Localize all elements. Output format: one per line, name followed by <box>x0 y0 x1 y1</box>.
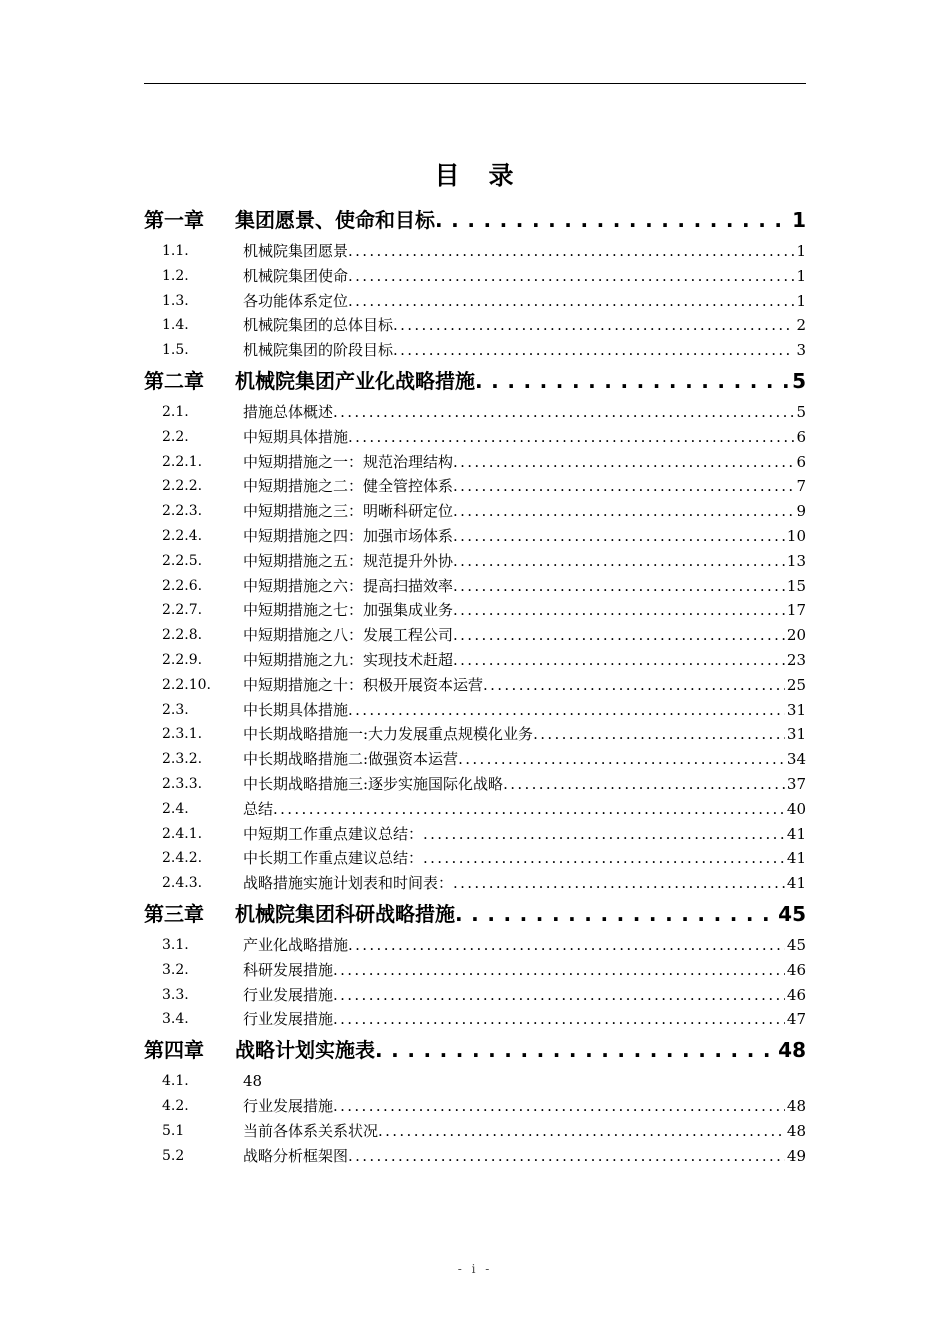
toc-entry-line <box>243 574 806 599</box>
toc-entry-line <box>243 722 806 747</box>
toc-dot-leader <box>333 400 794 425</box>
toc-entry-line <box>243 239 806 264</box>
toc-section-entry[interactable] <box>144 574 806 599</box>
toc-dot-leader <box>348 239 794 264</box>
toc-entry-number: 1.1. <box>162 243 189 259</box>
toc-entry-line <box>243 1144 806 1169</box>
toc-section-entry[interactable] <box>144 1007 806 1032</box>
toc-entry-line <box>243 648 806 673</box>
toc-entry-number: 3.1. <box>162 936 189 953</box>
toc-page-number: 41 <box>786 874 806 893</box>
toc-entry-number: 2.2.7. <box>162 602 203 619</box>
toc-entry-title: 措施总体概述 <box>243 402 334 421</box>
toc-entry-title: 中短期措施之三：明晰科研定位 <box>243 502 454 521</box>
toc-page-number: 6 <box>796 452 806 471</box>
toc-dot-leader <box>453 871 785 896</box>
toc-entry-number: 2.4.1. <box>162 825 203 842</box>
table-of-contents <box>144 202 806 1168</box>
toc-entry-title: 战略分析框架图 <box>243 1146 349 1165</box>
toc-section-entry[interactable] <box>144 499 806 524</box>
toc-entry-title: 中长期战略措施三:逐步实施国际化战略 <box>243 774 504 793</box>
toc-entry-title: 中短期工作重点建议总结： <box>243 824 424 843</box>
toc-entry-title: 中短期措施之一：规范治理结构 <box>243 452 454 471</box>
toc-title: 目 录 <box>434 161 516 190</box>
toc-entry-line <box>243 958 806 983</box>
toc-dot-leader <box>393 313 794 338</box>
toc-entry-title: 战略措施实施计划表和时间表： <box>243 874 454 893</box>
toc-section-entry[interactable] <box>144 983 806 1008</box>
toc-entry-title: 机械院集团科研战略措施 <box>235 901 455 926</box>
toc-entry-number: 2.4.3. <box>162 875 203 892</box>
toc-entry-line <box>243 1007 806 1032</box>
toc-entry-line <box>243 524 806 549</box>
toc-page-number: 31 <box>786 725 806 744</box>
toc-entry-number: 2.2.4. <box>162 527 203 544</box>
toc-page-number: 34 <box>786 750 806 769</box>
toc-entry-number: 2.2.6. <box>162 577 203 594</box>
toc-dot-leader <box>453 623 785 648</box>
toc-entry-line <box>243 499 806 524</box>
toc-entry-title: 产业化战略措施 <box>243 935 349 954</box>
toc-entry-title: 中短期措施之六：提高扫描效率 <box>243 576 454 595</box>
toc-page-number: 9 <box>796 502 806 521</box>
toc-page-number: 48 <box>786 1121 806 1140</box>
toc-entry-line <box>243 264 806 289</box>
toc-entry-line <box>243 289 806 314</box>
toc-entry-title: 战略计划实施表 <box>235 1038 375 1063</box>
toc-entry-line <box>243 400 806 425</box>
toc-section-entry[interactable] <box>144 524 806 549</box>
toc-entry-line <box>243 313 806 338</box>
toc-entry-number: 4.1. <box>162 1073 189 1090</box>
toc-page-number: 1 <box>796 242 806 260</box>
toc-entry-number: 5.1 <box>162 1122 185 1139</box>
toc-page-number: 6 <box>796 427 806 446</box>
toc-section-entry[interactable] <box>144 933 806 958</box>
toc-entry-line <box>243 698 806 723</box>
toc-entry-title: 中长期战略措施二:做强资本运营 <box>243 750 459 769</box>
toc-entry-number: 2.2.3. <box>162 503 203 520</box>
toc-entry-number: 3.4. <box>162 1011 189 1028</box>
toc-section-entry[interactable] <box>144 239 806 264</box>
toc-dot-leader <box>333 983 785 1008</box>
toc-entry-title: 当前各体系关系状况 <box>243 1121 379 1140</box>
toc-dot-leader <box>435 202 790 239</box>
toc-entry-number: 2.4. <box>162 800 189 817</box>
toc-entry-title: 中长期工作重点建议总结： <box>243 849 424 868</box>
toc-page-number: 46 <box>786 960 806 979</box>
toc-dot-leader <box>453 549 785 574</box>
toc-section-entry[interactable] <box>144 1069 806 1094</box>
toc-section-entry[interactable] <box>144 1094 806 1119</box>
toc-page-number: 41 <box>786 849 806 868</box>
toc-entry-number: 1.5. <box>162 342 189 359</box>
toc-entry-number: 5.2 <box>162 1147 185 1164</box>
toc-entry-line <box>243 1069 806 1094</box>
toc-entry-line <box>243 797 806 822</box>
toc-section-entry[interactable] <box>144 747 806 772</box>
toc-page-number: 17 <box>786 601 806 620</box>
toc-entry-number: 第四章 <box>144 1038 204 1063</box>
toc-entry-number: 2.3.3. <box>162 775 203 792</box>
toc-entry-number: 2.3. <box>162 701 189 718</box>
toc-entry-line <box>243 846 806 871</box>
toc-chapter-entry[interactable] <box>144 896 806 933</box>
toc-dot-leader <box>333 1094 785 1119</box>
toc-entry-number: 2.2. <box>162 428 189 445</box>
toc-dot-leader <box>348 425 794 450</box>
toc-dot-leader <box>453 450 794 475</box>
toc-page-number: 1 <box>792 208 806 232</box>
toc-dot-leader <box>348 698 785 723</box>
toc-entry-title: 机械院集团愿景 <box>243 242 349 260</box>
toc-entry-line <box>243 983 806 1008</box>
toc-section-entry[interactable] <box>144 264 806 289</box>
toc-entry-title: 集团愿景、使命和目标 <box>235 208 435 232</box>
toc-entry-number: 2.1. <box>162 403 189 420</box>
toc-entry-line <box>243 450 806 475</box>
toc-entry-title: 总结 <box>243 799 274 818</box>
toc-dot-leader <box>503 772 785 797</box>
toc-entry-title: 中短期措施之二：健全管控体系 <box>243 477 454 496</box>
toc-entry-title: 行业发展措施 <box>243 1096 334 1115</box>
toc-entry-number: 2.2.8. <box>162 627 203 644</box>
toc-entry-title: 中长期具体措施 <box>243 700 349 719</box>
toc-entry-number: 2.3.1. <box>162 726 203 743</box>
toc-page-number: 1 <box>796 291 806 310</box>
toc-section-entry[interactable] <box>144 722 806 747</box>
toc-entry-line <box>243 1119 806 1144</box>
toc-entry-line <box>235 896 806 933</box>
toc-page-number: 47 <box>786 1010 806 1029</box>
toc-entry-number: 1.4. <box>162 317 189 334</box>
toc-page-number: 49 <box>786 1146 806 1165</box>
toc-section-entry[interactable] <box>144 338 806 363</box>
toc-entry-number: 1.2. <box>162 267 189 284</box>
toc-entry-line <box>243 747 806 772</box>
toc-dot-leader <box>348 264 794 289</box>
toc-entry-line <box>243 822 806 847</box>
toc-section-entry[interactable] <box>144 1144 806 1169</box>
toc-section-entry[interactable] <box>144 846 806 871</box>
toc-page-number: 13 <box>786 551 806 570</box>
toc-entry-number: 第三章 <box>144 901 204 926</box>
toc-dot-leader <box>333 958 785 983</box>
toc-entry-number: 第二章 <box>144 368 204 393</box>
toc-entry-line <box>243 1094 806 1119</box>
toc-entry-line <box>243 933 806 958</box>
toc-page-number: 37 <box>786 774 806 793</box>
toc-section-entry[interactable] <box>144 871 806 896</box>
toc-entry-number: 2.2.9. <box>162 651 203 668</box>
toc-entry-title: 科研发展措施 <box>243 960 334 979</box>
toc-entry-line <box>243 623 806 648</box>
toc-entry-number: 2.3.2. <box>162 751 203 768</box>
toc-section-entry[interactable] <box>144 450 806 475</box>
toc-dot-leader <box>273 797 785 822</box>
toc-entry-line <box>235 363 806 400</box>
toc-entry-title: 中短期措施之九：实现技术赶超 <box>243 650 454 669</box>
toc-section-entry[interactable] <box>144 648 806 673</box>
toc-entry-title: 行业发展措施 <box>243 985 334 1004</box>
toc-entry-number: 3.2. <box>162 961 189 978</box>
toc-section-entry[interactable] <box>144 958 806 983</box>
toc-entry-title: 行业发展措施 <box>243 1010 334 1029</box>
toc-page-number: 15 <box>786 576 806 595</box>
toc-section-entry[interactable] <box>144 549 806 574</box>
toc-page-number: 23 <box>786 650 806 669</box>
toc-entry-number: 2.2.10. <box>162 676 211 693</box>
toc-entry-number: 4.2. <box>162 1097 189 1114</box>
toc-entry-number: 第一章 <box>144 208 204 232</box>
toc-dot-leader <box>348 289 794 314</box>
toc-page-number: 5 <box>792 368 806 393</box>
toc-dot-leader <box>348 1144 785 1169</box>
toc-page-number: 40 <box>786 799 806 818</box>
toc-dot-leader <box>533 722 785 747</box>
toc-entry-title: 中短期具体措施 <box>243 427 349 446</box>
toc-entry-line <box>243 425 806 450</box>
toc-page-number: 45 <box>786 935 806 954</box>
toc-section-entry[interactable] <box>144 474 806 499</box>
toc-entry-title: 中短期措施之十：积极开展资本运营 <box>243 675 484 694</box>
toc-dot-leader <box>453 474 794 499</box>
toc-section-entry[interactable] <box>144 425 806 450</box>
toc-section-entry[interactable] <box>144 313 806 338</box>
header-rule <box>144 83 806 84</box>
toc-section-entry[interactable] <box>144 400 806 425</box>
toc-dot-leader <box>393 338 794 363</box>
toc-entry-number: 2.2.1. <box>162 453 203 470</box>
toc-entry-title: 机械院集团的总体目标 <box>243 316 394 335</box>
toc-entry-line <box>243 673 806 698</box>
toc-entry-line <box>243 598 806 623</box>
toc-chapter-entry[interactable] <box>144 1032 806 1069</box>
toc-dot-leader <box>453 524 785 549</box>
toc-page-number: 41 <box>786 824 806 843</box>
toc-page-number: 2 <box>796 316 806 335</box>
toc-dot-leader <box>333 1007 785 1032</box>
toc-entry-number: 3.3. <box>162 986 189 1003</box>
toc-entry-line <box>243 474 806 499</box>
toc-chapter-entry[interactable] <box>144 363 806 400</box>
toc-entry-line <box>243 338 806 363</box>
toc-dot-leader <box>423 846 785 871</box>
toc-section-entry[interactable] <box>144 822 806 847</box>
toc-page-number: 20 <box>786 626 806 645</box>
toc-dot-leader <box>453 574 785 599</box>
toc-entry-title: 48 <box>243 1072 263 1091</box>
toc-dot-leader <box>453 598 785 623</box>
toc-page-number: 46 <box>786 985 806 1004</box>
toc-entry-title: 机械院集团的阶段目标 <box>243 341 394 360</box>
toc-page-number: 48 <box>778 1038 806 1063</box>
toc-entry-title: 各功能体系定位 <box>243 291 349 310</box>
toc-section-entry[interactable] <box>144 698 806 723</box>
toc-page-number: 3 <box>796 341 806 360</box>
toc-section-entry[interactable] <box>144 797 806 822</box>
toc-dot-leader <box>378 1119 785 1144</box>
toc-section-entry[interactable] <box>144 1119 806 1144</box>
toc-section-entry[interactable] <box>144 673 806 698</box>
toc-entry-number: 2.4.2. <box>162 850 203 867</box>
toc-entry-number: 2.2.5. <box>162 552 203 569</box>
toc-chapter-entry[interactable] <box>144 202 806 239</box>
toc-dot-leader <box>458 747 785 772</box>
page-number: - i - <box>457 1262 493 1276</box>
toc-dot-leader <box>475 363 790 400</box>
toc-page-number: 10 <box>786 526 806 545</box>
toc-entry-title: 中长期战略措施一:大力发展重点规模化业务 <box>243 725 534 744</box>
toc-dot-leader <box>423 822 785 847</box>
toc-entry-number: 2.2.2. <box>162 478 203 495</box>
toc-dot-leader <box>348 933 785 958</box>
toc-dot-leader <box>453 648 785 673</box>
toc-page-number: 7 <box>796 477 806 496</box>
toc-entry-title: 机械院集团使命 <box>243 266 349 285</box>
toc-dot-leader <box>455 896 776 933</box>
toc-dot-leader <box>375 1032 776 1069</box>
toc-page-number: 25 <box>786 675 806 694</box>
toc-entry-title: 中短期措施之七：加强集成业务 <box>243 601 454 620</box>
toc-entry-title: 中短期措施之八：发展工程公司 <box>243 626 454 645</box>
toc-dot-leader <box>453 499 794 524</box>
toc-dot-leader <box>483 673 785 698</box>
toc-page-number: 1 <box>796 266 806 285</box>
toc-page-number: 31 <box>786 700 806 719</box>
toc-entry-line <box>243 549 806 574</box>
toc-section-entry[interactable] <box>144 772 806 797</box>
toc-entry-number: 1.3. <box>162 292 189 309</box>
toc-entry-line <box>235 1032 806 1069</box>
toc-page-number: 48 <box>786 1096 806 1115</box>
toc-entry-line <box>243 871 806 896</box>
toc-section-entry[interactable] <box>144 598 806 623</box>
toc-page-number: 5 <box>796 402 806 421</box>
toc-entry-line <box>235 202 806 239</box>
toc-entry-title: 中短期措施之五：规范提升外协 <box>243 551 454 570</box>
toc-entry-line <box>243 772 806 797</box>
toc-section-entry[interactable] <box>144 289 806 314</box>
toc-entry-title: 中短期措施之四：加强市场体系 <box>243 526 454 545</box>
toc-page-number: 45 <box>778 901 806 926</box>
toc-section-entry[interactable] <box>144 623 806 648</box>
toc-entry-title: 机械院集团产业化战略措施 <box>235 368 475 393</box>
